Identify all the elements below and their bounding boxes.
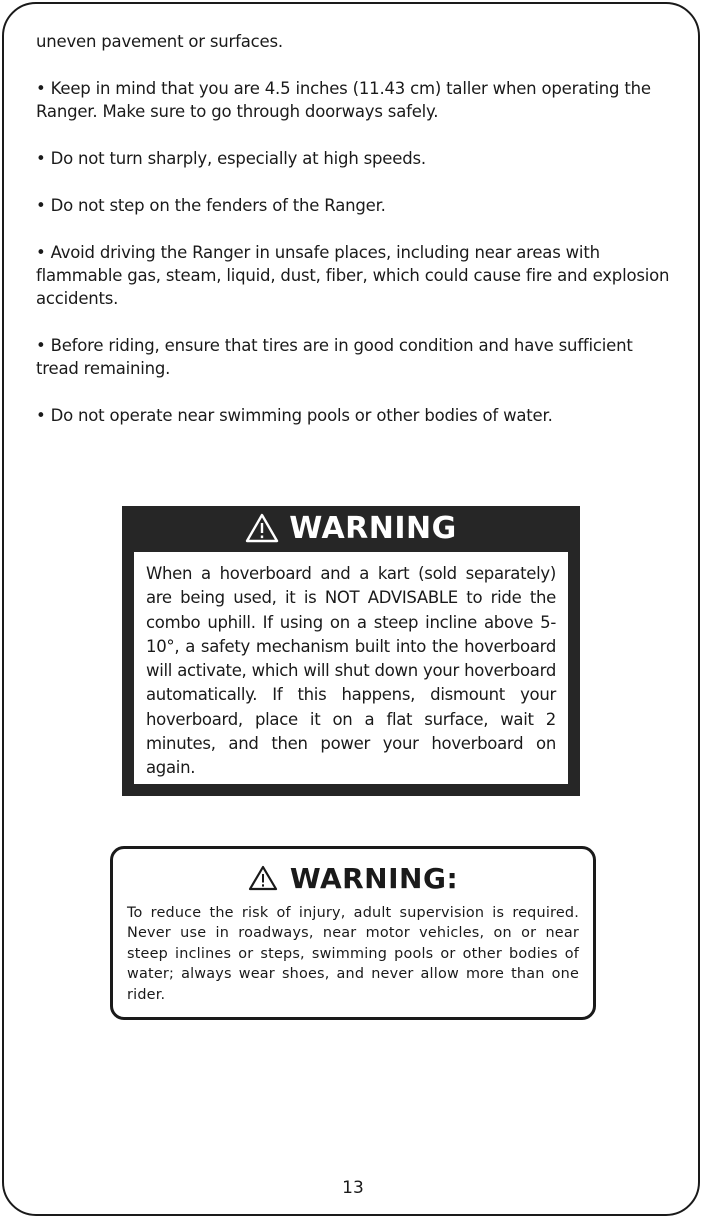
bullet-paragraph: • Do not turn sharply, especially at high speeds. — [36, 149, 426, 168]
warning-title: WARNING: — [289, 861, 459, 895]
safety-instructions — [36, 30, 676, 451]
paragraph: uneven pavement or surfaces. — [36, 32, 283, 51]
bullet-paragraph: • Before riding, ensure that tires are in good condition and have sufficient tread remaining. — [36, 336, 633, 378]
supervision-warning-box — [110, 846, 596, 1020]
page-number: 13 — [342, 1178, 364, 1198]
warning-text: To reduce the risk of injury, adult supervision is required. Never use in roadways, near motor vehicles, on or near steep inclines or steps, swimming pools or other bodies of water; always wear shoes, and never allow more than one rider. — [127, 905, 579, 1003]
warning-triangle-icon — [248, 865, 278, 891]
bullet-paragraph: • Do not step on the fenders of the Ranger. — [36, 196, 386, 215]
warning-title: WARNING — [289, 510, 457, 546]
bullet-paragraph: • Avoid driving the Ranger in unsafe places, including near areas with flammable gas, steam, liquid, dust, fiber, which could cause fire and explosion accidents. — [36, 243, 670, 308]
bullet-paragraph: • Keep in mind that you are 4.5 inches (11.43 cm) taller when operating the Ranger. Make sure to go through doorways safely. — [36, 79, 651, 121]
warning-text: When a hoverboard and a kart (sold separately) are being used, it is NOT ADVISABLE to ride the combo uphill. If using on a steep incline above 5-10°, a safety mechanism built into the hoverboard will activate, which will shut down your hoverboard automatically. If this happens, dismount your hoverboard, place it on a flat surface, wait 2 minutes, and then power your hoverboard on again. — [134, 552, 568, 784]
warning-heading — [122, 506, 580, 550]
warning-heading — [113, 859, 593, 897]
bullet-paragraph: • Do not operate near swimming pools or other bodies of water. — [36, 406, 553, 425]
hoverboard-kart-warning-box — [122, 506, 580, 796]
warning-triangle-icon — [245, 513, 279, 543]
